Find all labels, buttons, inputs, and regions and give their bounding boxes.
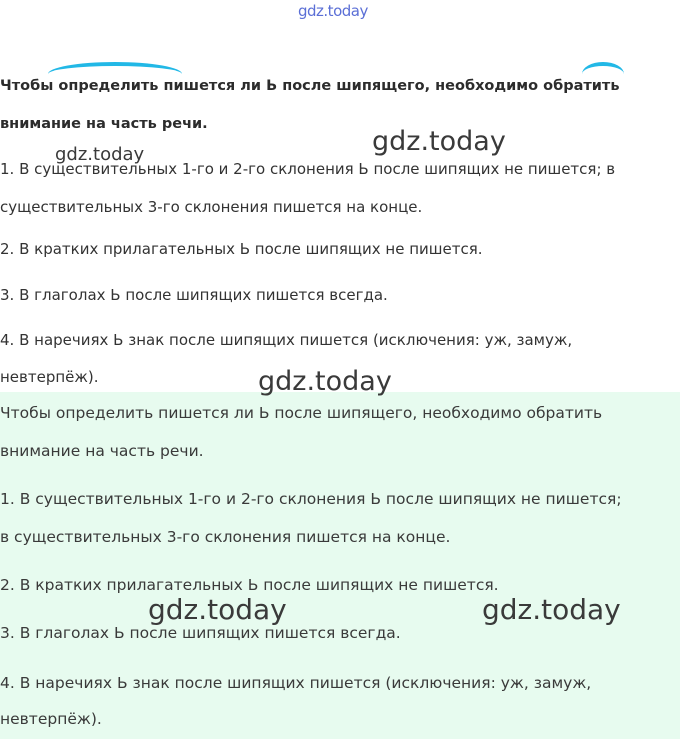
rule-item-2: 2. В кратких прилагательных Ь после шипящих не пишется. <box>0 240 483 258</box>
rule-item-3: 3. В глаголах Ь после шипящих пишется всегда. <box>0 286 388 304</box>
watermark: gdz.today <box>148 593 287 626</box>
rule-item-3: 3. В глаголах Ь после шипящих пишется всегда. <box>0 624 401 642</box>
watermark: gdz.today <box>55 144 145 165</box>
rule-item-1-line1: 1. В существительных 1-го и 2-го склонения Ь после шипящих не пишется; <box>0 490 622 508</box>
rule-item-1-line2: в существительных 3-го склонения пишется на конце. <box>0 528 451 546</box>
watermark: gdz.today <box>372 126 506 157</box>
answer-block-green <box>0 392 680 739</box>
rule-item-1-line1: 1. В существительных 1-го и 2-го склонения Ь после шипящих не пишется; в <box>0 160 616 178</box>
rule-item-4-line1: 4. В наречиях Ь знак после шипящих пишется (исключения: уж, замуж, <box>0 674 592 692</box>
watermark-top: gdz.today <box>298 2 368 20</box>
answer-intro-line2: внимание на часть речи. <box>0 116 208 132</box>
decorative-arc-left <box>48 62 182 74</box>
rule-item-4-line2: невтерпёж). <box>0 710 102 728</box>
decorative-arc-right <box>582 62 624 74</box>
answer-intro-line1: Чтобы определить пишется ли Ь после шипящего, необходимо обратить <box>0 404 603 422</box>
watermark: gdz.today <box>258 366 392 397</box>
answer-intro-line2: внимание на часть речи. <box>0 442 204 460</box>
rule-item-1-line2: существительных 3-го склонения пишется на конце. <box>0 198 423 216</box>
watermark: gdz.today <box>482 593 621 626</box>
rule-item-4-line2: невтерпёж). <box>0 368 99 386</box>
answer-intro-line1: Чтобы определить пишется ли Ь после шипящего, необходимо обратить <box>0 78 620 94</box>
rule-item-2: 2. В кратких прилагательных Ь после шипящих не пишется. <box>0 576 499 594</box>
rule-item-4-line1: 4. В наречиях Ь знак после шипящих пишется (исключения: уж, замуж, <box>0 331 573 349</box>
